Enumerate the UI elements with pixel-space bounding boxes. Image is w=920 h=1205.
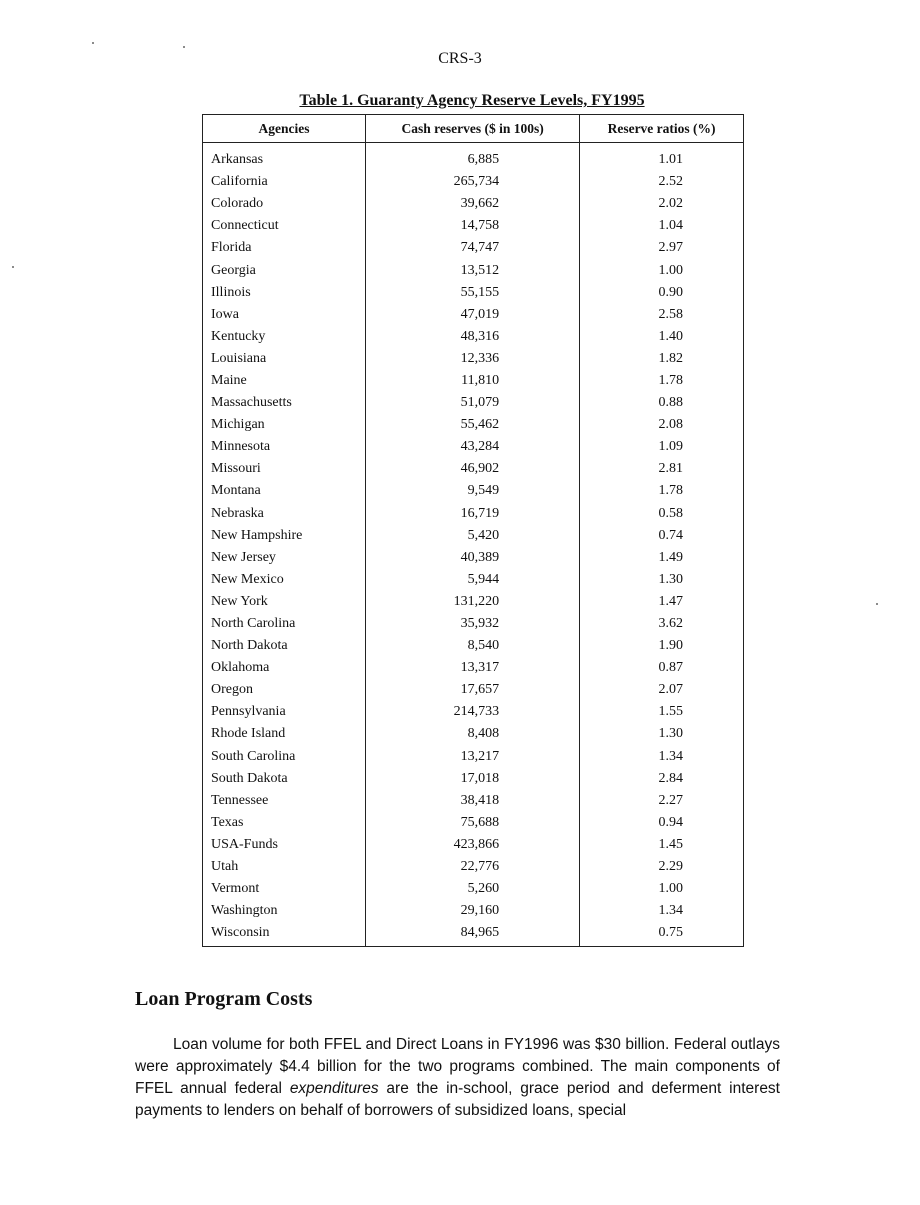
table-row	[203, 480, 744, 502]
cash-reserves-cell: 43,284	[366, 436, 580, 458]
column-header-agencies: Agencies	[203, 115, 366, 143]
table-row	[203, 171, 744, 193]
table-row	[203, 701, 744, 723]
table-row	[203, 282, 744, 304]
table-row	[203, 458, 744, 480]
table-row	[203, 834, 744, 856]
agency-name-cell: Utah	[203, 856, 366, 878]
cash-reserves-cell: 5,420	[366, 525, 580, 547]
table-title: Table 1. Guaranty Agency Reserve Levels, FY1995	[299, 92, 645, 109]
reserve-ratio-cell: 0.58	[658, 505, 683, 521]
paragraph-text: Loan volume for both FFEL and Direct Loans in FY1996 was $30 billion. Federal outlays were approximately $4.4 billion for the two programs combined. The main components of FFEL annual federal	[135, 1036, 780, 1097]
scan-speck	[876, 603, 878, 605]
table-row	[203, 569, 744, 591]
reserve-ratio-cell: 1.34	[658, 748, 683, 764]
reserve-ratio-cell: 3.62	[658, 616, 683, 632]
reserve-ratio-cell: 1.90	[658, 638, 683, 654]
table-row	[203, 414, 744, 436]
reserve-ratio-cell: 2.08	[658, 417, 683, 433]
table-row	[203, 348, 744, 370]
column-header-reserve-ratios: Reserve ratios (%)	[580, 115, 744, 143]
agency-name-cell: Georgia	[203, 259, 366, 281]
table-row	[203, 746, 744, 768]
paragraph-text-continued: are the in-school, grace period and deferment interest payments to lenders on behalf of borrowers of subsidized loans, special	[135, 1080, 780, 1119]
scan-speck	[183, 46, 185, 48]
reserve-ratio-cell: 2.97	[658, 240, 683, 256]
table-row	[203, 547, 744, 569]
cash-reserves-cell: 35,932	[366, 613, 580, 635]
agency-name-cell: Florida	[203, 237, 366, 259]
agency-name-cell: Arkansas	[203, 143, 366, 172]
agency-name-cell: Minnesota	[203, 436, 366, 458]
table-row	[203, 503, 744, 525]
agency-name-cell: Maine	[203, 370, 366, 392]
reserve-ratio-cell: 1.09	[658, 439, 683, 455]
reserve-ratio-cell: 1.78	[658, 372, 683, 388]
reserve-ratio-cell: 1.00	[658, 881, 683, 897]
cash-reserves-cell: 22,776	[366, 856, 580, 878]
reserve-ratio-cell: 1.04	[658, 218, 683, 234]
reserve-ratio-cell: 1.34	[658, 903, 683, 919]
agency-name-cell: New York	[203, 591, 366, 613]
cash-reserves-cell: 17,018	[366, 768, 580, 790]
table-row	[203, 237, 744, 259]
cash-reserves-cell: 8,540	[366, 635, 580, 657]
reserve-ratio-cell: 2.02	[658, 196, 683, 212]
cash-reserves-cell: 214,733	[366, 701, 580, 723]
reserve-ratio-cell: 1.30	[658, 726, 683, 742]
cash-reserves-cell: 265,734	[366, 171, 580, 193]
cash-reserves-cell: 12,336	[366, 348, 580, 370]
table-row	[203, 370, 744, 392]
table-row	[203, 525, 744, 547]
table-row	[203, 657, 744, 679]
table-row	[203, 326, 744, 348]
agency-name-cell: Iowa	[203, 304, 366, 326]
cash-reserves-cell: 13,317	[366, 657, 580, 679]
reserve-ratio-cell: 2.07	[658, 682, 683, 698]
cash-reserves-cell: 29,160	[366, 900, 580, 922]
reserve-ratio-cell: 2.29	[658, 859, 683, 875]
table-row	[203, 613, 744, 635]
table-row	[203, 143, 744, 172]
cash-reserves-cell: 17,657	[366, 679, 580, 701]
cash-reserves-cell: 47,019	[366, 304, 580, 326]
table-row	[203, 922, 744, 947]
agency-name-cell: South Dakota	[203, 768, 366, 790]
agency-name-cell: Oregon	[203, 679, 366, 701]
reserve-ratio-cell: 2.52	[658, 174, 683, 190]
reserve-ratio-cell: 1.47	[658, 593, 683, 609]
reserve-ratio-cell: 1.82	[658, 350, 683, 366]
agency-name-cell: Kentucky	[203, 326, 366, 348]
reserve-ratio-cell: 0.75	[658, 925, 683, 941]
reserve-ratio-cell: 0.90	[658, 284, 683, 300]
cash-reserves-cell: 39,662	[366, 193, 580, 215]
agency-name-cell: Montana	[203, 480, 366, 502]
table-row	[203, 878, 744, 900]
scan-speck	[92, 42, 94, 44]
cash-reserves-cell: 423,866	[366, 834, 580, 856]
cash-reserves-cell: 84,965	[366, 922, 580, 947]
table-row	[203, 635, 744, 657]
section-heading: Loan Program Costs	[135, 988, 313, 1010]
cash-reserves-cell: 9,549	[366, 480, 580, 502]
agency-name-cell: Texas	[203, 812, 366, 834]
cash-reserves-cell: 16,719	[366, 503, 580, 525]
agency-name-cell: Tennessee	[203, 790, 366, 812]
reserve-ratio-cell: 2.58	[658, 306, 683, 322]
cash-reserves-cell: 38,418	[366, 790, 580, 812]
table-row	[203, 215, 744, 237]
table-row	[203, 856, 744, 878]
agency-name-cell: Missouri	[203, 458, 366, 480]
reserve-ratio-cell: 0.88	[658, 395, 683, 411]
reserve-ratio-cell: 0.94	[658, 814, 683, 830]
cash-reserves-cell: 51,079	[366, 392, 580, 414]
agency-name-cell: Washington	[203, 900, 366, 922]
cash-reserves-cell: 13,512	[366, 259, 580, 281]
reserve-ratio-cell: 1.40	[658, 328, 683, 344]
table-row	[203, 790, 744, 812]
agency-name-cell: USA-Funds	[203, 834, 366, 856]
reserve-ratio-cell: 0.74	[658, 527, 683, 543]
reserve-ratio-cell: 1.45	[658, 836, 683, 852]
reserve-ratio-cell: 1.78	[658, 483, 683, 499]
table-header-row	[203, 115, 744, 143]
cash-reserves-cell: 46,902	[366, 458, 580, 480]
table-row	[203, 591, 744, 613]
agency-name-cell: Colorado	[203, 193, 366, 215]
table-row	[203, 392, 744, 414]
cash-reserves-cell: 5,944	[366, 569, 580, 591]
table-row	[203, 900, 744, 922]
table-row	[203, 768, 744, 790]
cash-reserves-cell: 11,810	[366, 370, 580, 392]
agency-name-cell: Louisiana	[203, 348, 366, 370]
page-label: CRS-3	[438, 50, 482, 67]
column-header-cash-reserves: Cash reserves ($ in 100s)	[366, 115, 580, 143]
reserve-ratio-cell: 1.01	[658, 152, 683, 168]
cash-reserves-cell: 48,316	[366, 326, 580, 348]
reserve-ratio-cell: 0.87	[658, 660, 683, 676]
agency-name-cell: Wisconsin	[203, 922, 366, 947]
cash-reserves-cell: 55,155	[366, 282, 580, 304]
agency-name-cell: Michigan	[203, 414, 366, 436]
agency-name-cell: Nebraska	[203, 503, 366, 525]
agency-name-cell: North Dakota	[203, 635, 366, 657]
cash-reserves-cell: 75,688	[366, 812, 580, 834]
table-row	[203, 812, 744, 834]
cash-reserves-cell: 14,758	[366, 215, 580, 237]
cash-reserves-cell: 8,408	[366, 723, 580, 745]
reserve-ratio-cell: 2.84	[658, 770, 683, 786]
cash-reserves-cell: 5,260	[366, 878, 580, 900]
table-row	[203, 304, 744, 326]
table-row	[203, 259, 744, 281]
scan-speck	[12, 266, 14, 268]
agency-name-cell: Massachusetts	[203, 392, 366, 414]
paragraph-emphasis: expenditures	[289, 1080, 379, 1097]
agency-name-cell: Vermont	[203, 878, 366, 900]
reserve-ratio-cell: 2.27	[658, 792, 683, 808]
table-row	[203, 193, 744, 215]
cash-reserves-cell: 131,220	[366, 591, 580, 613]
agency-name-cell: Illinois	[203, 282, 366, 304]
agency-name-cell: South Carolina	[203, 746, 366, 768]
table-row	[203, 436, 744, 458]
agency-name-cell: Oklahoma	[203, 657, 366, 679]
cash-reserves-cell: 13,217	[366, 746, 580, 768]
agency-name-cell: California	[203, 171, 366, 193]
reserve-ratio-cell: 2.81	[658, 461, 683, 477]
table-body	[203, 143, 744, 947]
agency-name-cell: New Jersey	[203, 547, 366, 569]
table-row	[203, 679, 744, 701]
table-row	[203, 723, 744, 745]
agency-name-cell: New Hampshire	[203, 525, 366, 547]
cash-reserves-cell: 40,389	[366, 547, 580, 569]
cash-reserves-cell: 55,462	[366, 414, 580, 436]
reserve-ratio-cell: 1.00	[658, 262, 683, 278]
body-paragraph	[135, 1034, 780, 1122]
agency-name-cell: Pennsylvania	[203, 701, 366, 723]
reserve-ratio-cell: 1.49	[658, 549, 683, 565]
agency-name-cell: North Carolina	[203, 613, 366, 635]
reserve-ratio-cell: 1.30	[658, 571, 683, 587]
agency-name-cell: Rhode Island	[203, 723, 366, 745]
agency-name-cell: Connecticut	[203, 215, 366, 237]
reserve-ratio-cell: 1.55	[658, 704, 683, 720]
cash-reserves-cell: 74,747	[366, 237, 580, 259]
agency-name-cell: New Mexico	[203, 569, 366, 591]
cash-reserves-cell: 6,885	[366, 143, 580, 172]
reserve-levels-table	[202, 114, 744, 947]
